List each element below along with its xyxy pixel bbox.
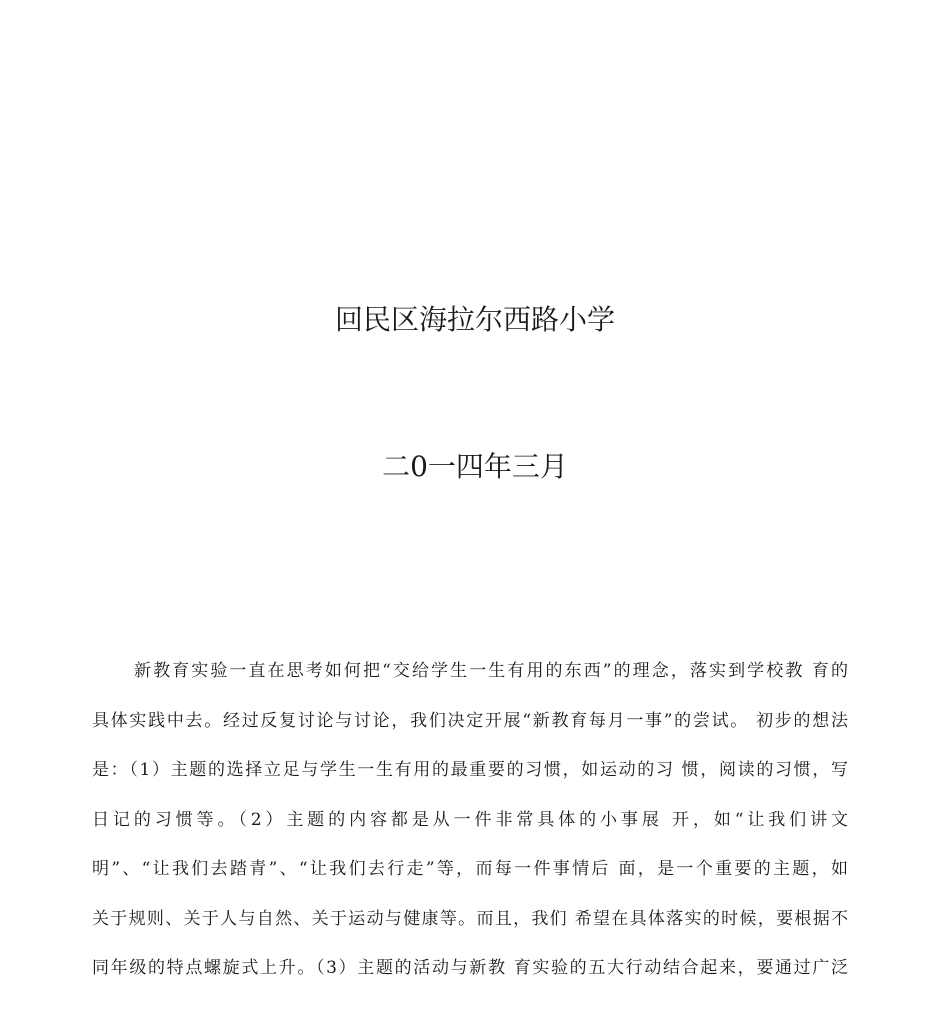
paragraph-line-7: 同年级的特点螺旋式上升。（3）主题的活动与新教 育实验的五大行动结合起来，要通过广泛 <box>92 958 848 978</box>
paragraph-line-6: 关于规则、关于人与自然、关于运动与健康等。而且，我们 希望在具体落实的时候，要根据不 <box>92 908 848 929</box>
paragraph-line-5: 明”、“让我们去踏青”、“让我们去行走”等，而每一件事情后 面，是一个重要的主题，如 <box>92 859 848 879</box>
paragraph-line-2: 具体实践中去。经过反复讨论与讨论，我们决定开展“新教育每月一事”的尝试。 初步的想法 <box>92 710 848 731</box>
paragraph-line-4: 日记的习惯等。（2）主题的内容都是从一件非常具体的小事展 开，如“让我们讲文 <box>92 809 848 830</box>
paragraph-line-3: 是：（1）主题的选择立足与学生一生有用的最重要的习惯，如运动的习 惯，阅读的习惯，写 <box>92 760 848 780</box>
paragraph-line-1: 新教育实验一直在思考如何把“交给学生一生有用的东西”的理念，落实到学校教 育的 <box>134 661 848 681</box>
body-paragraph <box>92 647 848 994</box>
document-date: 二0一四年三月 <box>382 450 568 483</box>
school-name-title: 回民区海拉尔西路小学 <box>334 303 615 336</box>
